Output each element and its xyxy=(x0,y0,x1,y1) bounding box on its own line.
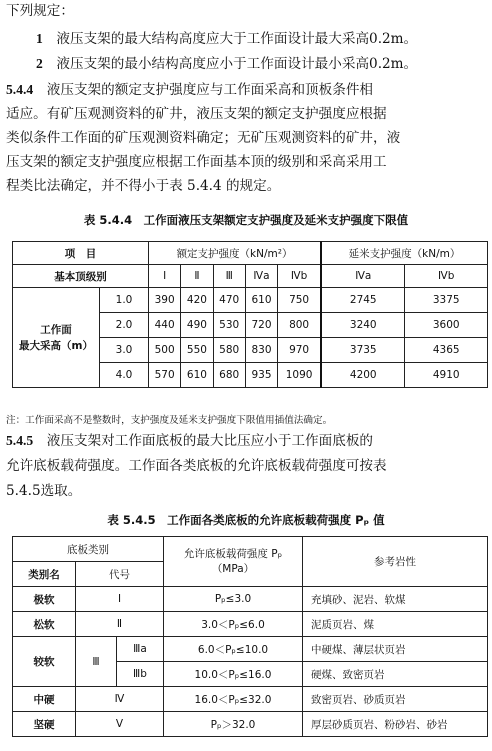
value-cell: 750 xyxy=(278,288,321,313)
strength-cell: Pₚ＞32.0 xyxy=(164,712,303,737)
value-cell: 720 xyxy=(245,313,277,338)
strength-cell: 16.0＜Pₚ≤32.0 xyxy=(164,687,303,712)
value-cell: 490 xyxy=(181,313,213,338)
table-545-caption: 表 5.4.5 工作面各类底板的允许底板载荷强度 Pₚ 值 xyxy=(107,513,385,527)
height-cell: 1.0 xyxy=(100,288,149,313)
value-cell: 800 xyxy=(278,313,321,338)
table-row xyxy=(13,637,488,662)
section-545-text-a: 液压支架对工作面底板的最大比压应小于工作面底板的 xyxy=(46,433,374,449)
height-cell: 2.0 xyxy=(100,313,149,338)
section-544-line-2: 适应。有矿压观测资料的矿井，液压支架的额定支护强度应根据 xyxy=(6,106,387,122)
table-row xyxy=(13,537,488,562)
rock-cell: 充填砂、泥岩、软煤 xyxy=(303,587,488,612)
value-cell: 680 xyxy=(213,363,245,388)
class-name-cell: 松软 xyxy=(13,612,76,637)
rock-cell: 厚层砂质页岩、粉砂岩、砂岩 xyxy=(303,712,488,737)
level-cell: Ⅱ xyxy=(181,265,213,288)
class-name-cell: 较软 xyxy=(13,637,76,687)
section-544-number: 5.4.4 xyxy=(6,82,34,97)
item-2-number: 2 xyxy=(36,56,43,71)
strength-cell: Pₚ≤3.0 xyxy=(164,587,303,612)
value-cell: 390 xyxy=(149,288,181,313)
value-cell: 3375 xyxy=(405,288,488,313)
value-cell: 580 xyxy=(213,338,245,363)
header-rated-strength: 额定支护强度（kN/m²） xyxy=(149,242,322,265)
value-cell: 610 xyxy=(245,288,277,313)
rock-cell: 中硬煤、薄层状页岩 xyxy=(303,637,488,662)
value-cell: 570 xyxy=(149,363,181,388)
header-class-name: 类别名 xyxy=(13,562,76,587)
value-cell: 610 xyxy=(181,363,213,388)
item-1 xyxy=(36,28,486,50)
code-cell: Ⅱ xyxy=(76,612,164,637)
strength-cell: 6.0＜Pₚ≤10.0 xyxy=(164,637,303,662)
strength-cell: 10.0＜Pₚ≤16.0 xyxy=(164,662,303,687)
value-cell: 3240 xyxy=(321,313,405,338)
section-544-line-1 xyxy=(6,79,486,101)
code-cell: Ⅳ xyxy=(76,687,164,712)
section-545-number: 5.4.5 xyxy=(6,433,34,448)
section-545-line-3: 5.4.5选取。 xyxy=(6,483,82,499)
class-name-cell: 中硬 xyxy=(13,687,76,712)
table-row xyxy=(13,587,488,612)
level-cell: Ⅲ xyxy=(213,265,245,288)
level-cell: Ⅳb xyxy=(278,265,321,288)
header-roof-level: 基本顶级别 xyxy=(13,265,149,288)
strength-cell: 3.0＜Pₚ≤6.0 xyxy=(164,612,303,637)
value-cell: 2745 xyxy=(321,288,405,313)
value-cell: 4200 xyxy=(321,363,405,388)
value-cell: 530 xyxy=(213,313,245,338)
intro-line: 下列规定： xyxy=(6,3,74,19)
value-cell: 440 xyxy=(149,313,181,338)
value-cell: 420 xyxy=(181,288,213,313)
height-cell: 4.0 xyxy=(100,363,149,388)
level-cell: Ⅳb xyxy=(405,265,488,288)
item-1-text: 液压支架的最大结构高度应大于工作面设计最大采高0.2m。 xyxy=(56,31,418,47)
table-row xyxy=(13,687,488,712)
value-cell: 3735 xyxy=(321,338,405,363)
header-floor-class: 底板类别 xyxy=(13,537,164,562)
section-544-line-4: 压支架的额定支护强度应根据工作面基本顶的级别和采高采用工 xyxy=(6,154,387,170)
level-cell: Ⅳa xyxy=(321,265,405,288)
value-cell: 830 xyxy=(245,338,277,363)
table-row xyxy=(13,612,488,637)
table-row xyxy=(13,242,488,265)
table-row xyxy=(13,288,488,313)
header-item: 项 目 xyxy=(13,242,149,265)
table-545 xyxy=(12,536,488,737)
level-cell: Ⅰ xyxy=(149,265,181,288)
rock-cell: 硬煤、致密页岩 xyxy=(303,662,488,687)
section-544-line-5: 程类比法确定，并不得小于表 5.4.4 的规定。 xyxy=(6,178,281,194)
table-544-note: 注：工作面采高不是整数时，支护强度及延米支护强度下限值用插值法确定。 xyxy=(6,415,333,426)
value-cell: 500 xyxy=(149,338,181,363)
value-cell: 970 xyxy=(278,338,321,363)
header-rock: 参考岩性 xyxy=(303,537,488,587)
subcode-cell: Ⅲa xyxy=(117,637,164,662)
item-2 xyxy=(36,53,486,75)
class-name-cell: 极软 xyxy=(13,587,76,612)
rock-cell: 致密页岩、砂质页岩 xyxy=(303,687,488,712)
item-2-text: 液压支架的最小结构高度应小于工作面设计最小采高0.2m。 xyxy=(56,56,418,72)
value-cell: 935 xyxy=(245,363,277,388)
section-545-line-1 xyxy=(6,430,486,452)
value-cell: 470 xyxy=(213,288,245,313)
header-strength: 允许底板载荷强度 Pₚ （MPa） xyxy=(164,537,303,587)
value-cell: 4910 xyxy=(405,363,488,388)
section-544-text-a: 液压支架的额定支护强度应与工作面采高和顶板条件相 xyxy=(46,82,374,98)
rock-cell: 泥质页岩、煤 xyxy=(303,612,488,637)
level-cell: Ⅳa xyxy=(245,265,277,288)
subcode-cell: Ⅲb xyxy=(117,662,164,687)
table-544-caption: 表 5.4.4 工作面液压支架额定支护强度及延米支护强度下限值 xyxy=(83,213,409,227)
value-cell: 3600 xyxy=(405,313,488,338)
value-cell: 1090 xyxy=(278,363,321,388)
code-cell: Ⅰ xyxy=(76,587,164,612)
row-label-height: 工作面 最大采高（m） xyxy=(13,288,100,388)
code-cell: Ⅲ xyxy=(76,637,117,687)
value-cell: 550 xyxy=(181,338,213,363)
class-name-cell: 坚硬 xyxy=(13,712,76,737)
item-1-number: 1 xyxy=(36,31,43,46)
header-linear-strength: 延米支护强度（kN/m） xyxy=(321,242,487,265)
header-code: 代号 xyxy=(76,562,164,587)
height-cell: 3.0 xyxy=(100,338,149,363)
section-545-line-2: 允许底板载荷强度。工作面各类底板的允许底板载荷强度可按表 xyxy=(6,458,387,474)
table-row xyxy=(13,265,488,288)
section-544-line-3: 类似条件工作面的矿压观测资料确定；无矿压观测资料的矿井，液 xyxy=(6,130,401,146)
value-cell: 4365 xyxy=(405,338,488,363)
code-cell: Ⅴ xyxy=(76,712,164,737)
table-544 xyxy=(12,241,488,388)
table-row xyxy=(13,712,488,737)
